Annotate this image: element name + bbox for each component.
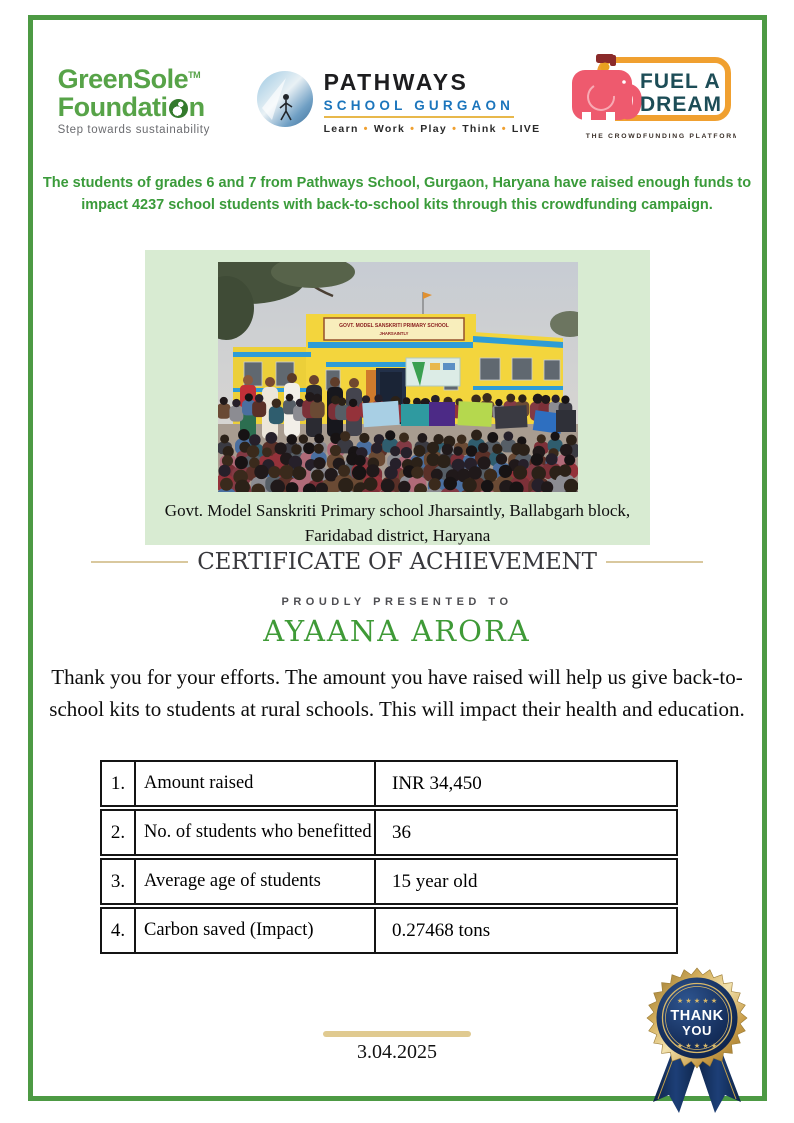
row-value: 36 xyxy=(392,821,411,843)
row-value: INR 34,450 xyxy=(392,772,482,794)
stars-top: ★ ★ ★ ★ ★ xyxy=(676,997,718,1005)
school-photo xyxy=(218,262,578,492)
motto-dot-icon: • xyxy=(501,122,507,135)
pathways-subtitle: SCHOOL GURGAON xyxy=(324,98,515,118)
greensole-wordmark: GreenSole xyxy=(57,64,189,95)
table-row xyxy=(100,760,678,807)
badge-line2: YOU xyxy=(682,1023,712,1038)
school-photo-panel xyxy=(145,250,650,545)
left-rule xyxy=(91,561,188,563)
table-row xyxy=(100,809,678,856)
fuel-line2: DREAM xyxy=(640,93,723,116)
row-label: No. of students who benefitted xyxy=(136,811,376,854)
row-number: 4. xyxy=(102,909,136,952)
motto-dot-icon: • xyxy=(410,122,416,135)
trademark-mark: TM xyxy=(188,70,201,81)
row-value: 15 year old xyxy=(392,870,478,892)
presented-to-label: PROUDLY PRESENTED TO xyxy=(281,596,513,608)
pathways-globe-icon xyxy=(256,70,314,133)
stars-bottom: ★ ★ ★ ★ ★ xyxy=(676,1042,718,1050)
logo-row xyxy=(0,52,794,151)
pathways-school-logo xyxy=(256,69,541,135)
thank-you-text: Thank you for your efforts. The amount you have raised will help us give back-to-school kits to students at rural schools. This will impact their health and education. xyxy=(49,665,745,721)
school-sign-line1: GOVT. MODEL SANSKRITI PRIMARY SCHOOL xyxy=(338,323,449,329)
greensole-name xyxy=(58,66,230,94)
table-row xyxy=(100,907,678,954)
certificate-heading-row xyxy=(0,549,794,575)
table-row xyxy=(100,858,678,905)
photo-caption: Govt. Model Sanskriti Primary school Jharsaintly, Ballabgarh block, Faridabad district, Haryana xyxy=(164,501,631,545)
row-label: Carbon saved (Impact) xyxy=(136,909,376,952)
footprint-globe-icon xyxy=(169,99,188,118)
fuel-a-dream-logo xyxy=(566,52,736,151)
right-rule xyxy=(606,561,703,563)
row-label: Average age of students xyxy=(136,860,376,903)
school-sign-line2: JHARSAINTLY xyxy=(379,331,408,336)
row-value: 0.27468 tons xyxy=(392,919,491,941)
greensole-tagline: Step towards sustainability xyxy=(57,124,210,137)
impact-table xyxy=(100,760,678,954)
motto-dot-icon: • xyxy=(452,122,458,135)
greensole-foundation-word: Foundati n xyxy=(57,91,205,122)
thank-you-badge xyxy=(635,956,759,1122)
motto-dot-icon: • xyxy=(363,122,369,135)
badge-line1: THANK xyxy=(670,1008,724,1024)
pathways-motto: Learn • Work • Play • Think • LIVE xyxy=(323,122,541,135)
row-number: 1. xyxy=(102,762,136,805)
row-number: 3. xyxy=(102,860,136,903)
greensole-foundation-logo xyxy=(58,66,230,137)
date-rule xyxy=(323,1031,471,1037)
campaign-impact-text: The students of grades 6 and 7 from Pathways School, Gurgaon, Haryana have raised enough funds to impact 4237 school students with back-to-school kits through this crowdfunding campaign. xyxy=(42,175,752,214)
row-number: 2. xyxy=(102,811,136,854)
recipient-name: AYAANA ARORA xyxy=(263,614,531,648)
issue-date: 3.04.2025 xyxy=(357,1041,437,1063)
pathways-title: PATHWAYS xyxy=(323,68,469,95)
certificate-title: CERTIFICATE OF ACHIEVEMENT xyxy=(197,549,597,575)
fuel-tagline: THE CROWDFUNDING PLATFORM xyxy=(586,133,737,140)
fuel-line1: FUEL A xyxy=(640,70,722,93)
row-label: Amount raised xyxy=(136,762,376,805)
